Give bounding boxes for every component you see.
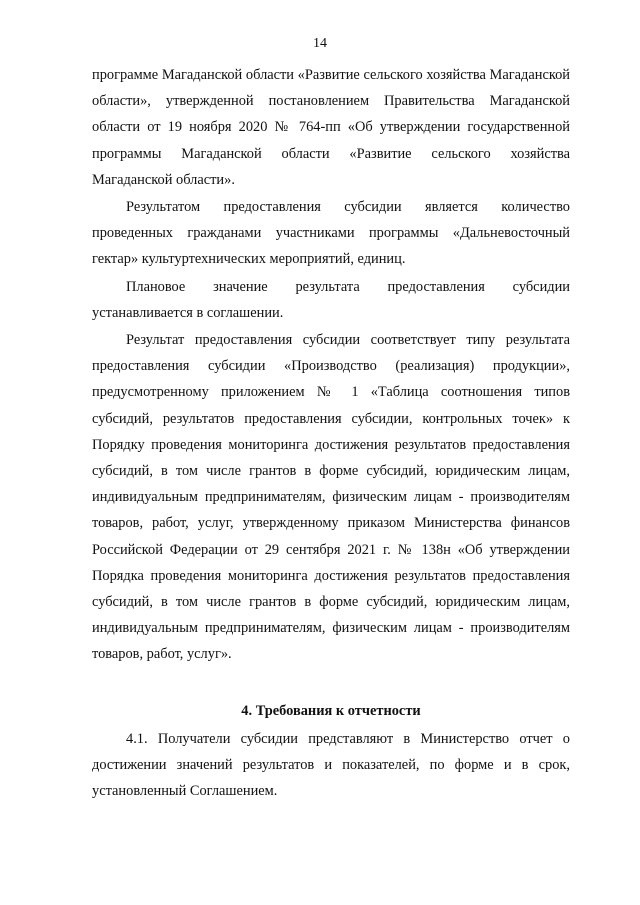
paragraph-reporting-requirements: 4.1. Получатели субсидии представляют в Министерство отчет о достижении значений результатов и показателей, по форме и в срок, установленный Соглашением. [92,730,570,800]
section-heading-reporting: 4. Требования к отчетности [241,702,421,719]
document-body [92,62,570,804]
paragraph-result-type: Результат предоставления субсидии соответствует типу результата предоставления субсидии «Производство (реализация) продукции», предусмотренному приложением № 1 «Таблица соотношения типов субсидий, результатов предоставления субсидии, контрольных точек» к Порядку проведения мониторинга достижения результатов предоставления субсидий, в том числе грантов в форме субсидий, юридическим лицам, индивидуальным предпринимателям, физическим лицам - производителям товаров, работ, услуг, утвержденному приказом Министерства финансов Российской Федерации от 29 сентября 2021 г. № 138н «Об утверждении Порядка проведения мониторинга достижения результатов предоставления субсидий, в том числе грантов в форме субсидий, юридическим лицам, индивидуальным предпринимателям, физическим лицам - производителям товаров, работ, услуг». [92,332,570,663]
paragraph-planned-value: Плановое значение результата предоставления субсидии устанавливается в соглашении. [92,278,570,321]
paragraph-program-reference: программе Магаданской области «Развитие сельского хозяйства Магаданской области», утвержденной постановлением Правительства Магаданской области от 19 ноября 2020 № 764-пп «Об утверждении государственной программы Магаданской области «Развитие сельского хозяйства Магаданской области». [92,67,570,188]
paragraph-subsidy-result: Результатом предоставления субсидии является количество проведенных гражданами участниками программы «Дальневосточный гектар» культуртехнических мероприятий, единиц. [92,199,570,268]
page-number: 14 [313,36,327,51]
